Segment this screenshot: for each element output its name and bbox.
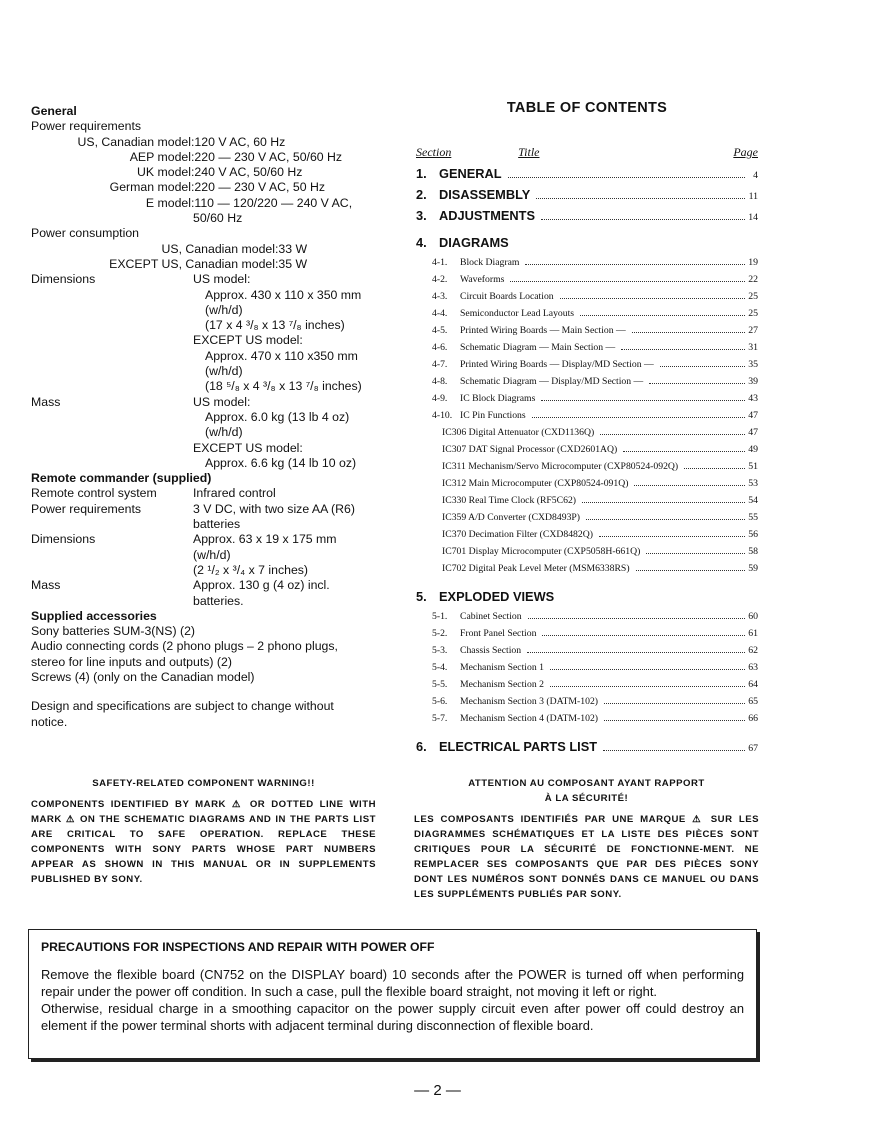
toc-entry-number: 4-8. [432, 376, 448, 387]
leader-dots [646, 552, 745, 554]
leader-dots [604, 702, 745, 704]
dim-line: (w/h/d) [205, 364, 243, 379]
toc-entry-title: Front Panel Section [460, 628, 537, 639]
power-requirements-label: Power requirements [31, 119, 142, 134]
toc-section-title: DIAGRAMS [439, 235, 509, 250]
toc-section-title: GENERAL [439, 166, 502, 181]
leader-dots [510, 280, 745, 282]
toc-body [416, 166, 758, 754]
toc-entry-page: 61 [748, 628, 758, 639]
toc-entry [416, 560, 758, 577]
toc-entry-title: Circuit Boards Location [460, 291, 554, 302]
toc-entry [416, 407, 758, 424]
toc-entry-title: Block Diagram [460, 257, 520, 268]
power-row: UK model : 240 V AC, 50/60 Hz [137, 165, 303, 180]
remote-mass-line: batteries. [193, 593, 244, 608]
toc-entry [416, 642, 758, 659]
leader-dots [541, 218, 745, 220]
warning-en-body: COMPONENTS IDENTIFIED BY MARK ⚠ OR DOTTED LINE WITH MARK ⚠ ON THE SCHEMATIC DIAGRAMS AND IN THE PARTS LIST ARE CRITICAL TO SAFE OPERATION. REPLACE THESE COMPONENTS WITH SONY PARTS WHOSE PART NUMBERS APPEAR AS SHOWN IN THIS MANUAL OR IN SUPPLEMENTS PUBLISHED BY SONY. [31, 799, 376, 885]
toc-entry-page: 47 [748, 410, 758, 421]
toc-entry-page: 35 [748, 359, 758, 370]
toc-entry-title: IC307 DAT Signal Processor (CXD2601AQ) [442, 444, 618, 455]
dim-line: (17 x 4 ³/₈ x 13 ⁷/₈ inches) [205, 318, 345, 333]
toc-entry-page: 58 [748, 546, 758, 557]
toc-entry-page: 31 [748, 342, 758, 353]
dim-line: (w/h/d) [205, 302, 243, 317]
toc-entry-title: Schematic Diagram — Display/MD Section — [460, 376, 644, 387]
consumption-row: US, Canadian model : 33 W [161, 241, 308, 256]
remote-dim-values [193, 532, 381, 578]
toc-entry [416, 441, 758, 458]
toc-entry-page: 66 [748, 713, 758, 724]
accessory-item: Sony batteries SUM-3(NS) (2) [31, 624, 196, 639]
toc-entry-number: 5-2. [432, 628, 448, 639]
remote-dim-label: Dimensions [31, 532, 96, 547]
leader-dots [634, 484, 745, 486]
leader-dots [528, 617, 745, 619]
leader-dots [621, 348, 745, 350]
mass-line: (w/h/d) [205, 425, 243, 440]
toc-entry-number: 4-10. [432, 410, 453, 421]
toc-entry-title: Mechanism Section 3 (DATM-102) [460, 696, 599, 707]
toc-entry-number: 5-5. [432, 679, 448, 690]
toc-entry [416, 390, 758, 407]
toc-entry-page: 49 [748, 444, 758, 455]
leader-dots [536, 197, 745, 199]
remote-system [31, 486, 381, 501]
toc-entry-page: 65 [748, 696, 758, 707]
remote-power-line: 3 V DC, with two size AA (R6) [193, 501, 355, 516]
toc-section-title: ADJUSTMENTS [439, 208, 535, 223]
toc-entry-page: 63 [748, 662, 758, 673]
toc-entry-title: IC Pin Functions [460, 410, 526, 421]
toc-section-page: 4 [753, 170, 758, 181]
leader-dots [649, 382, 745, 384]
remote-heading: Remote commander (supplied) [31, 471, 212, 486]
mass-line: Approx. 6.6 kg (14 lb 10 oz) [205, 455, 357, 470]
toc-title: TABLE OF CONTENTS [506, 100, 668, 116]
dim-line: Approx. 470 x 110 x350 mm [205, 348, 358, 363]
toc-entry-title: Cabinet Section [460, 611, 522, 622]
power-row: E model : 110 — 120/220 — 240 V AC, [145, 195, 353, 210]
leader-dots [684, 467, 745, 469]
power-rows [31, 135, 381, 227]
toc-entry [416, 458, 758, 475]
toc-section-title: EXPLODED VIEWS [439, 589, 555, 604]
toc-entry-title: IC702 Digital Peak Level Meter (MSM6338RS) [442, 563, 630, 574]
remote-system-value: Infrared control [193, 486, 276, 501]
leader-dots [599, 535, 745, 537]
toc-entry [416, 339, 758, 356]
toc-entry [416, 305, 758, 322]
toc-section-title: DISASSEMBLY [439, 187, 531, 202]
table-of-contents [416, 100, 758, 754]
toc-section-number: 2. [416, 187, 427, 202]
precautions-paragraph: Remove the flexible board (CN752 on the DISPLAY board) 10 seconds after the POWER is turned off when performing repair under the power off condition. In such a case, pull the flexible board straight, not moving it left or right. [41, 967, 744, 999]
toc-section-number: 1. [416, 166, 427, 181]
warning-fr-title: ATTENTION AU COMPOSANT AYANT RAPPORT [468, 778, 705, 789]
mass-label: Mass [31, 394, 61, 409]
precautions-box [28, 929, 757, 1059]
general-heading: General [31, 104, 77, 118]
toc-entry-page: 60 [748, 611, 758, 622]
precautions-paragraph: Otherwise, residual charge in a smoothing capacitor on the power supply circuit even after power off could destroy an element if the power terminal shorts with adjacent terminal during disconnection of flexible board. [41, 1001, 744, 1033]
mass-spec [31, 395, 381, 471]
consumption-row: EXCEPT US, Canadian model : 35 W [109, 256, 308, 271]
toc-entry-page: 19 [748, 257, 758, 268]
leader-dots [550, 685, 745, 687]
toc-entry [416, 288, 758, 305]
leader-dots [636, 569, 745, 571]
dimensions-label: Dimensions [31, 272, 96, 287]
leader-dots [550, 668, 745, 670]
accessory-item: Screws (4) (only on the Canadian model) [31, 669, 255, 684]
page-number: — 2 — [414, 1082, 461, 1099]
safety-warning-fr [414, 776, 759, 902]
toc-entry-title: Semiconductor Lead Layouts [460, 308, 575, 319]
leader-dots [632, 331, 745, 333]
toc-entry [416, 526, 758, 543]
warning-fr-title-2: À LA SÉCURITÉ! [544, 793, 629, 804]
remote-dimensions [31, 532, 381, 578]
leader-dots [542, 634, 745, 636]
toc-entry-page: 54 [748, 495, 758, 506]
warning-en-title: SAFETY-RELATED COMPONENT WARNING!! [92, 778, 315, 789]
toc-col-title: Title [518, 145, 540, 159]
toc-entry-title: Mechanism Section 1 [460, 662, 544, 673]
toc-entry-number: 4-4. [432, 308, 448, 319]
toc-entry-title: Schematic Diagram — Main Section — [460, 342, 616, 353]
mass-line: US model: [193, 394, 251, 409]
toc-section-number: 6. [416, 739, 427, 754]
toc-entry-number: 5-4. [432, 662, 448, 673]
toc-entry [416, 271, 758, 288]
remote-mass [31, 578, 381, 609]
toc-entry-title: IC306 Digital Attenuator (CXD1136Q) [442, 427, 595, 438]
toc-entry [416, 710, 758, 727]
power-cont: 50/60 Hz [193, 211, 243, 226]
toc-entry-page: 27 [748, 325, 758, 336]
toc-section-number: 4. [416, 235, 427, 250]
toc-entry-title: Mechanism Section 4 (DATM-102) [460, 713, 599, 724]
toc-column-headers [416, 145, 758, 160]
toc-entry-page: 51 [748, 461, 758, 472]
toc-section-page: 67 [748, 743, 758, 754]
remote-mass-values [193, 578, 381, 609]
toc-section [416, 739, 758, 754]
toc-entry [416, 625, 758, 642]
accessory-item: Audio connecting cords (2 phono plugs – 2 phono plugs, [31, 639, 338, 654]
toc-entry [416, 492, 758, 509]
remote-mass-label: Mass [31, 578, 61, 593]
toc-entry-number: 5-3. [432, 645, 448, 656]
toc-entry-number: 5-6. [432, 696, 448, 707]
toc-col-section: Section [416, 145, 452, 159]
toc-section [416, 235, 758, 250]
remote-dim-line: (2 ¹/₂ x ³/₄ x 7 inches) [193, 562, 309, 577]
toc-entry [416, 475, 758, 492]
toc-entry-page: 43 [748, 393, 758, 404]
toc-entry-title: Printed Wiring Boards — Display/MD Section — [460, 359, 654, 370]
toc-entry-number: 5-1. [432, 611, 448, 622]
leader-dots [508, 176, 745, 178]
leader-dots [604, 719, 745, 721]
toc-section-number: 5. [416, 589, 427, 604]
toc-entry-page: 25 [748, 291, 758, 302]
dim-line: US model: [193, 272, 251, 287]
precautions-title: PRECAUTIONS FOR INSPECTIONS AND REPAIR WITH POWER OFF [41, 940, 435, 954]
toc-entry [416, 676, 758, 693]
leader-dots [623, 450, 745, 452]
leader-dots [660, 365, 745, 367]
power-consumption-label: Power consumption [31, 226, 139, 241]
toc-section-page: 14 [748, 212, 758, 223]
toc-entry [416, 659, 758, 676]
mass-line: Approx. 6.0 kg (13 lb 4 oz) [205, 409, 350, 424]
toc-section [416, 208, 758, 223]
toc-section [416, 166, 758, 181]
toc-entry [416, 509, 758, 526]
safety-warning-en [31, 776, 376, 887]
toc-entry-title: IC Block Diagrams [460, 393, 536, 404]
toc-entry-title: IC701 Display Microcomputer (CXP5058H-661Q) [442, 546, 641, 557]
toc-entry-number: 4-7. [432, 359, 448, 370]
toc-section [416, 589, 758, 604]
remote-system-label: Remote control system [31, 486, 157, 501]
toc-entry-number: 4-1. [432, 257, 448, 268]
accessory-item: stereo for line inputs and outputs) (2) [31, 654, 232, 669]
toc-entry [416, 356, 758, 373]
toc-entry-number: 4-3. [432, 291, 448, 302]
toc-entry-page: 22 [748, 274, 758, 285]
toc-section-title: ELECTRICAL PARTS LIST [439, 739, 598, 754]
toc-section [416, 187, 758, 202]
toc-entry-title: IC370 Decimation Filter (CXD8482Q) [442, 529, 593, 540]
remote-dim-line: Approx. 63 x 19 x 175 mm [193, 532, 337, 547]
toc-entry-page: 53 [748, 478, 758, 489]
toc-entry-title: IC312 Main Microcomputer (CXP80524-091Q) [442, 478, 629, 489]
remote-dim-line: (w/h/d) [193, 547, 231, 562]
toc-entry-number: 5-7. [432, 713, 448, 724]
dim-line: EXCEPT US model: [193, 333, 303, 348]
toc-entry-title: IC359 A/D Converter (CXD8493P) [442, 512, 581, 523]
remote-power-label: Power requirements [31, 501, 142, 516]
leader-dots [580, 314, 745, 316]
toc-section-number: 3. [416, 208, 427, 223]
mass-values [193, 395, 381, 471]
specifications [31, 104, 381, 730]
design-note: Design and specifications are subject to change without notice. [31, 699, 334, 729]
toc-entry [416, 424, 758, 441]
toc-entry-number: 4-9. [432, 393, 448, 404]
remote-mass-line: Approx. 130 g (4 oz) incl. [193, 578, 330, 593]
remote-power-values [193, 502, 381, 533]
toc-section-page: 11 [748, 191, 758, 202]
toc-entry-number: 4-6. [432, 342, 448, 353]
toc-entry [416, 608, 758, 625]
toc-entry-title: IC330 Real Time Clock (RF5C62) [442, 495, 577, 506]
toc-entry-page: 62 [748, 645, 758, 656]
toc-entry-title: Waveforms [460, 274, 505, 285]
toc-entry [416, 322, 758, 339]
toc-entry [416, 373, 758, 390]
leader-dots [525, 263, 745, 265]
remote-power-line: batteries [193, 517, 241, 532]
toc-entry-page: 55 [748, 512, 758, 523]
warning-fr-body: LES COMPOSANTS IDENTIFIÉS PAR UNE MARQUE ⚠ SUR LES DIAGRAMMES SCHÉMATIQUES ET LA LISTE DES PIÈCES SONT CRITIQUES POUR LA SÉCURITÉ DE FONCTIONNE-MENT. NE REMPLACER SES COMPOSANTS QUE PAR DES PIÈCES SONY DONT LES NUMÉROS SONT DONNÉS DANS CE MANUEL OU DANS LES SUPPLÉMENTS PUBLIÉS PAR SONY. [414, 814, 759, 900]
toc-entry [416, 254, 758, 271]
leader-dots [603, 749, 745, 751]
power-row: AEP model : 220 — 230 V AC, 50/60 Hz [129, 149, 343, 164]
leader-dots [560, 297, 745, 299]
remote-power [31, 502, 381, 533]
leader-dots [532, 416, 745, 418]
toc-entry-page: 25 [748, 308, 758, 319]
toc-entry-page: 47 [748, 427, 758, 438]
dimensions-spec [31, 272, 381, 394]
dimensions-values [193, 272, 381, 394]
leader-dots [527, 651, 745, 653]
toc-entry [416, 693, 758, 710]
toc-entry-number: 4-5. [432, 325, 448, 336]
toc-entry-page: 64 [748, 679, 758, 690]
toc-entry-page: 39 [748, 376, 758, 387]
leader-dots [582, 501, 745, 503]
power-row: US, Canadian model : 120 V AC, 60 Hz [77, 134, 286, 149]
toc-entry-title: Mechanism Section 2 [460, 679, 544, 690]
toc-entry-page: 59 [748, 563, 758, 574]
dim-line: Approx. 430 x 110 x 350 mm [205, 287, 362, 302]
toc-entry [416, 543, 758, 560]
accessories-heading: Supplied accessories [31, 608, 157, 623]
power-row: German model : 220 — 230 V AC, 50 Hz [109, 180, 325, 195]
leader-dots [586, 518, 745, 520]
toc-entry-title: IC311 Mechanism/Servo Microcomputer (CXP80524-092Q) [442, 461, 679, 472]
leader-dots [541, 399, 745, 401]
toc-entry-number: 4-2. [432, 274, 448, 285]
toc-entry-page: 56 [748, 529, 758, 540]
toc-col-page: Page [733, 145, 758, 159]
leader-dots [600, 433, 745, 435]
mass-line: EXCEPT US model: [193, 440, 303, 455]
toc-entry-title: Printed Wiring Boards — Main Section — [460, 325, 626, 336]
toc-entry-title: Chassis Section [460, 645, 522, 656]
dim-line: (18 ⁵/₈ x 4 ³/₈ x 13 ⁷/₈ inches) [205, 379, 362, 394]
